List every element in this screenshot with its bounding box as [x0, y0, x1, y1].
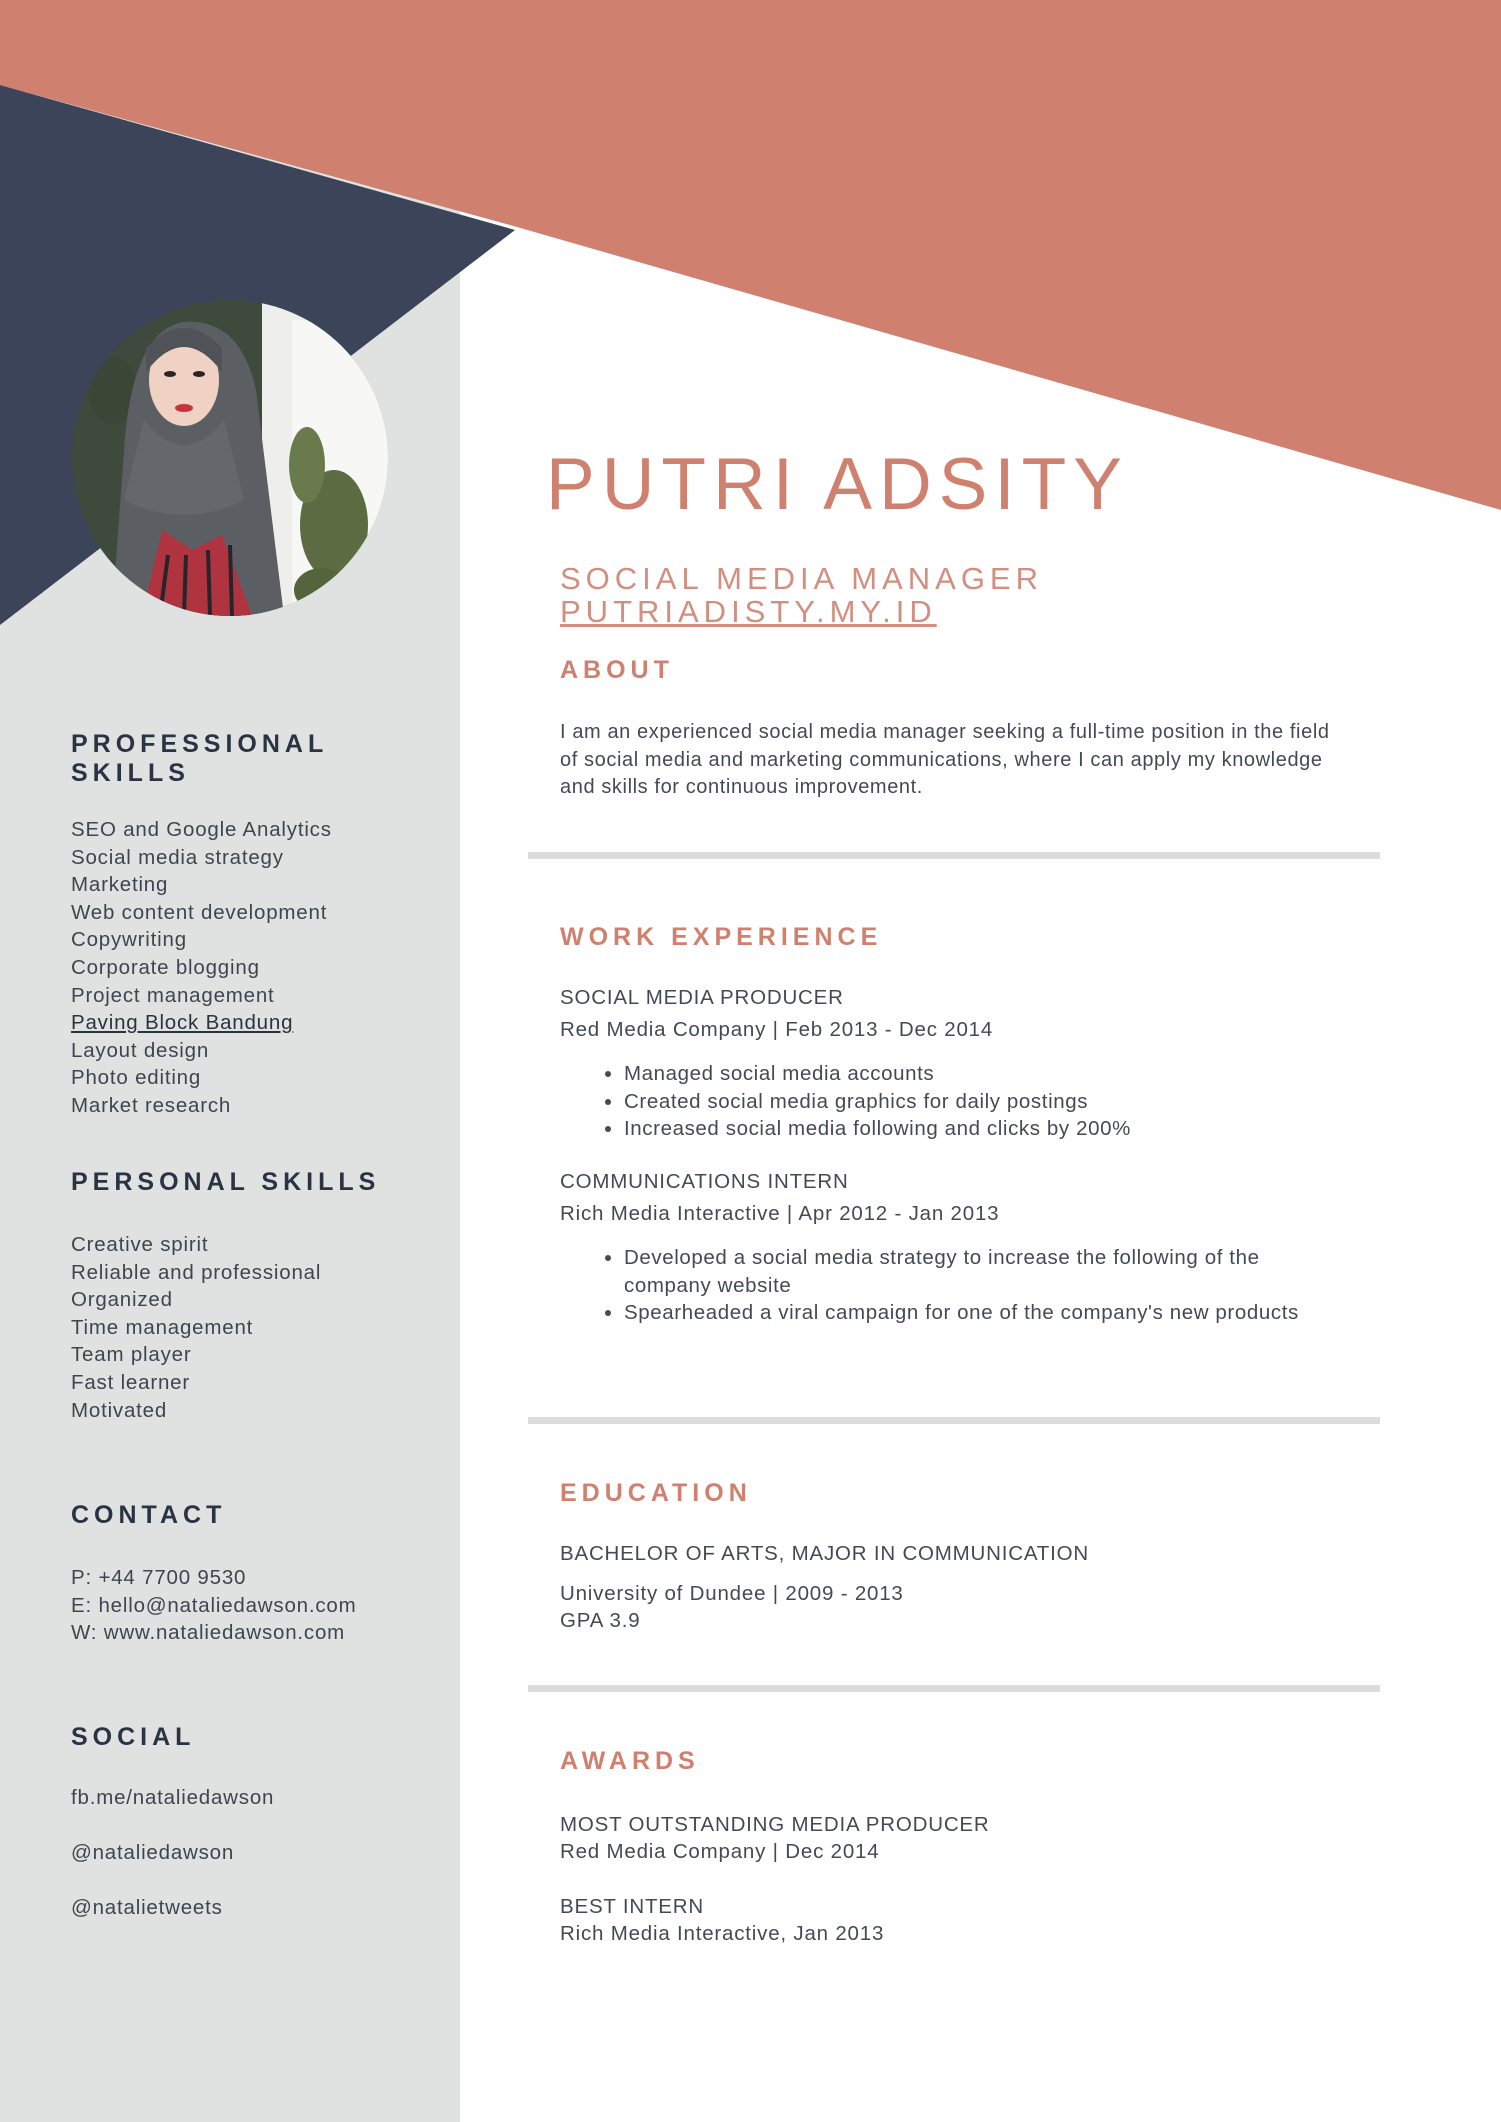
job-title-2: COMMUNICATIONS INTERN [560, 1170, 849, 1193]
skill-item: Fast learner [71, 1370, 190, 1394]
job-bullets-1 [560, 1060, 1350, 1143]
skill-item: SEO and Google Analytics [71, 818, 332, 841]
section-divider [528, 852, 1380, 859]
job-title-1: SOCIAL MEDIA PRODUCER [560, 986, 844, 1009]
about-heading: ABOUT [560, 656, 674, 684]
professional-skills-heading: PROFESSIONAL SKILLS [71, 730, 328, 787]
social-twitter: @natalietweets [71, 1896, 223, 1919]
job-title: SOCIAL MEDIA MANAGER [560, 561, 1043, 596]
contact-heading: CONTACT [71, 1501, 227, 1529]
skill-item: Motivated [71, 1398, 168, 1422]
social-facebook: fb.me/nataliedawson [71, 1786, 275, 1809]
gpa: GPA 3.9 [560, 1609, 641, 1632]
social-heading: SOCIAL [71, 1723, 196, 1751]
profile-photo [72, 300, 388, 616]
skill-item: Social media strategy [71, 845, 284, 869]
work-experience-heading: WORK EXPERIENCE [560, 923, 883, 951]
candidate-name: PUTRI ADSITY [546, 444, 1129, 525]
award-meta-1: Red Media Company | Dec 2014 [560, 1840, 880, 1863]
section-divider [528, 1417, 1380, 1424]
degree: BACHELOR OF ARTS, MAJOR IN COMMUNICATION [560, 1542, 1089, 1565]
skill-item: Reliable and professional [71, 1260, 322, 1284]
skill-item: Project management [71, 983, 275, 1007]
award-title-1: MOST OUTSTANDING MEDIA PRODUCER [560, 1813, 990, 1836]
job-bullet: • Developed a social media strategy to increase the following of the company website [624, 1244, 1350, 1299]
section-divider [528, 1685, 1380, 1692]
skill-item: Web content development [71, 900, 328, 924]
job-meta-1: Red Media Company | Feb 2013 - Dec 2014 [560, 1018, 994, 1041]
personal-skills-heading: PERSONAL SKILLS [71, 1168, 381, 1196]
award-meta-2: Rich Media Interactive, Jan 2013 [560, 1922, 885, 1945]
job-bullet: • Managed social media accounts [624, 1060, 1350, 1088]
skill-item: Team player [71, 1343, 192, 1367]
social-instagram: @nataliedawson [71, 1841, 235, 1864]
skill-item: Layout design [71, 1038, 210, 1062]
skill-item: Corporate blogging [71, 955, 260, 979]
professional-skills-list [71, 816, 332, 1120]
about-text: I am an experienced social media manager seeking a full-time position in the field of social media and marketing communications, where I can apply my knowledge and skills for continuous improvement. [560, 721, 1330, 798]
award-title-2: BEST INTERN [560, 1895, 704, 1918]
skill-item: Time management [71, 1315, 254, 1339]
education-heading: EDUCATION [560, 1479, 752, 1507]
skill-item: Copywriting [71, 928, 187, 952]
contact-phone: P: +44 7700 9530 [71, 1566, 247, 1589]
skill-item: Photo editing [71, 1066, 202, 1090]
job-bullet: • Spearheaded a viral campaign for one of the company's new products [624, 1299, 1350, 1327]
skill-item: Market research [71, 1093, 232, 1117]
website-link[interactable]: PUTRIADISTY.MY.ID [560, 594, 937, 629]
school: University of Dundee | 2009 - 2013 [560, 1582, 904, 1605]
contact-web: W: www.nataliedawson.com [71, 1621, 346, 1645]
skill-item: Marketing [71, 873, 169, 897]
contact-list [71, 1564, 356, 1647]
awards-heading: AWARDS [560, 1747, 700, 1775]
job-bullets-2 [560, 1244, 1350, 1327]
paving-block-link[interactable]: Paving Block Bandung [71, 1011, 294, 1035]
job-meta-2: Rich Media Interactive | Apr 2012 - Jan 2013 [560, 1202, 1000, 1225]
skill-item: Organized [71, 1288, 173, 1312]
contact-email: E: hello@nataliedawson.com [71, 1593, 357, 1617]
skill-item: Creative spirit [71, 1233, 209, 1256]
personal-skills-list [71, 1231, 321, 1424]
job-bullet: • Increased social media following and clicks by 200% [624, 1115, 1350, 1143]
job-bullet: • Created social media graphics for daily postings [624, 1088, 1350, 1116]
skill-item [71, 1009, 332, 1037]
